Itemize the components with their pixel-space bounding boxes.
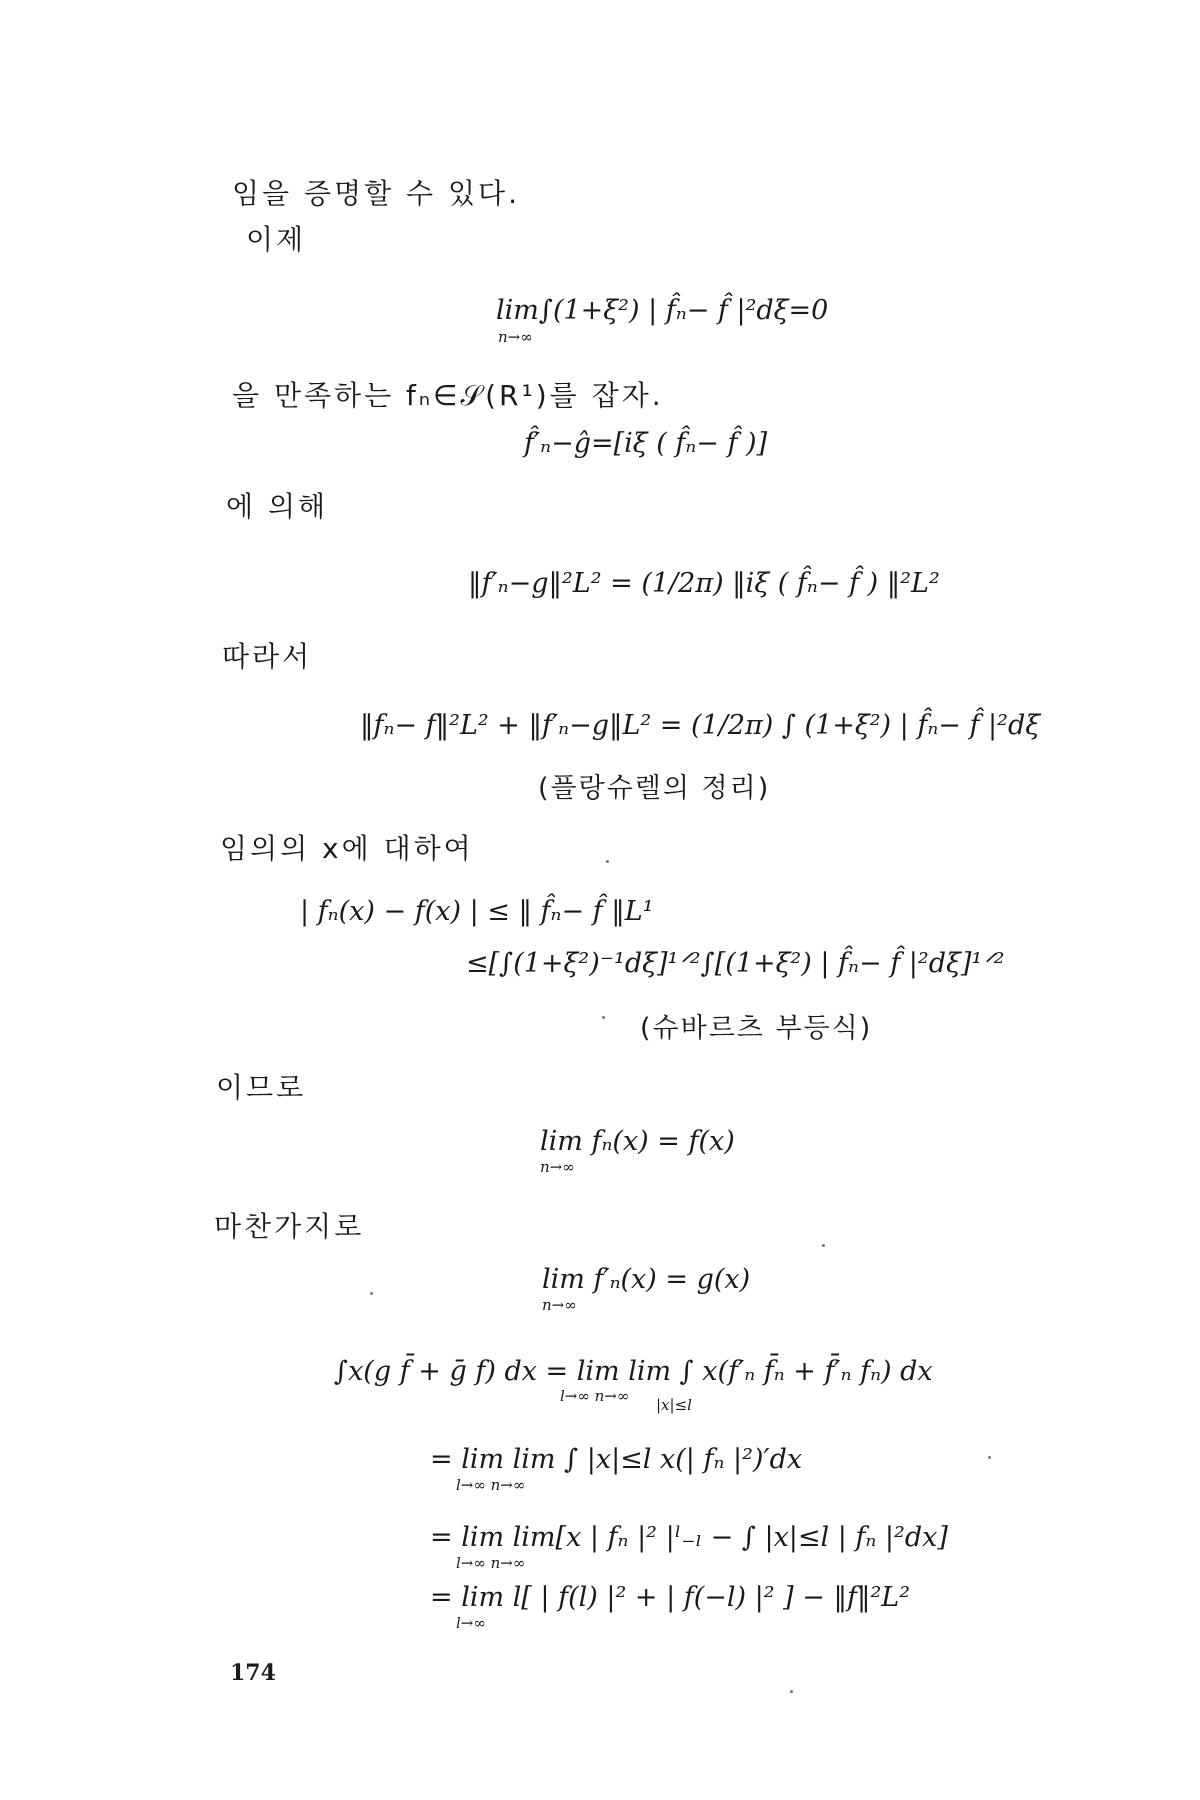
- text-line: 이제: [246, 223, 307, 256]
- text-line: 마찬가지로: [214, 1210, 365, 1243]
- equation: lim fₙ(x) = f(x): [540, 1126, 735, 1157]
- text-line: 을 만족하는 fₙ∈𝒮(R¹)를 잡자.: [232, 379, 664, 412]
- limit-subscript: l→∞ n→∞: [456, 1476, 526, 1494]
- equation: ≤[∫(1+ξ²)⁻¹dξ]¹ᐟ²∫[(1+ξ²) | f̂ₙ− f̂ |²dξ]¹ᐟ²: [466, 948, 1005, 979]
- scan-speck: [790, 1690, 793, 1693]
- limit-subscript: n→∞: [540, 1158, 575, 1176]
- limit-subscript: n→∞: [498, 328, 533, 346]
- scan-speck: [606, 860, 609, 863]
- text-line: 에 의해: [226, 490, 329, 523]
- equation: ∫x(g f̄ + ḡ f) dx = lim lim ∫ x(f′ₙ f̄ₙ + f̄′ₙ fₙ) dx: [334, 1356, 933, 1387]
- limit-subscript: l→∞ n→∞: [560, 1387, 630, 1405]
- text-line: 임의의 x에 대하여: [220, 832, 474, 865]
- scan-speck: [988, 1456, 991, 1459]
- page-number: 174: [230, 1660, 276, 1686]
- equation: ‖fₙ− f‖²L² + ‖f′ₙ−g‖L² = (1/2π) ∫ (1+ξ²) | f̂ₙ− f̂ |²dξ: [360, 710, 1041, 741]
- equation: f̂′ₙ−ĝ=[iξ ( f̂ₙ− f̂ )]: [524, 428, 768, 459]
- equation-caption: (슈바르츠 부등식): [640, 1013, 873, 1044]
- equation: lim∫(1+ξ²) | f̂ₙ− f̂ |²dξ=0: [496, 295, 829, 326]
- text-line: 임을 증명할 수 있다.: [232, 177, 520, 210]
- equation-caption: (플랑슈렐의 정리): [538, 773, 771, 804]
- scan-speck: [370, 1292, 373, 1295]
- equation: lim f′ₙ(x) = g(x): [542, 1264, 751, 1295]
- text-line: 따라서: [222, 640, 313, 673]
- limit-subscript: l→∞ n→∞: [456, 1554, 526, 1572]
- scan-speck: [602, 1016, 605, 1019]
- equation: = lim l[ | f(l) |² + | f(−l) |² ] − ‖f‖²L²: [430, 1582, 911, 1613]
- equation: = lim lim[x | fₙ |² |ˡ₋ₗ − ∫ |x|≤l | fₙ |²dx]: [430, 1522, 948, 1553]
- limit-subscript: n→∞: [542, 1296, 577, 1314]
- scan-speck: [822, 1244, 825, 1247]
- text-line: 이므로: [216, 1071, 307, 1104]
- equation: ‖f′ₙ−g‖²L² = (1/2π) ‖iξ ( f̂ₙ− f̂ ) ‖²L²: [468, 568, 940, 599]
- equation: | fₙ(x) − f(x) | ≤ ‖ f̂ₙ− f̂ ‖L¹: [300, 896, 654, 927]
- limit-subscript: l→∞: [456, 1614, 486, 1632]
- integral-range: |x|≤l: [656, 1396, 692, 1414]
- equation: = lim lim ∫ |x|≤l x(| fₙ |²)′dx: [430, 1444, 803, 1475]
